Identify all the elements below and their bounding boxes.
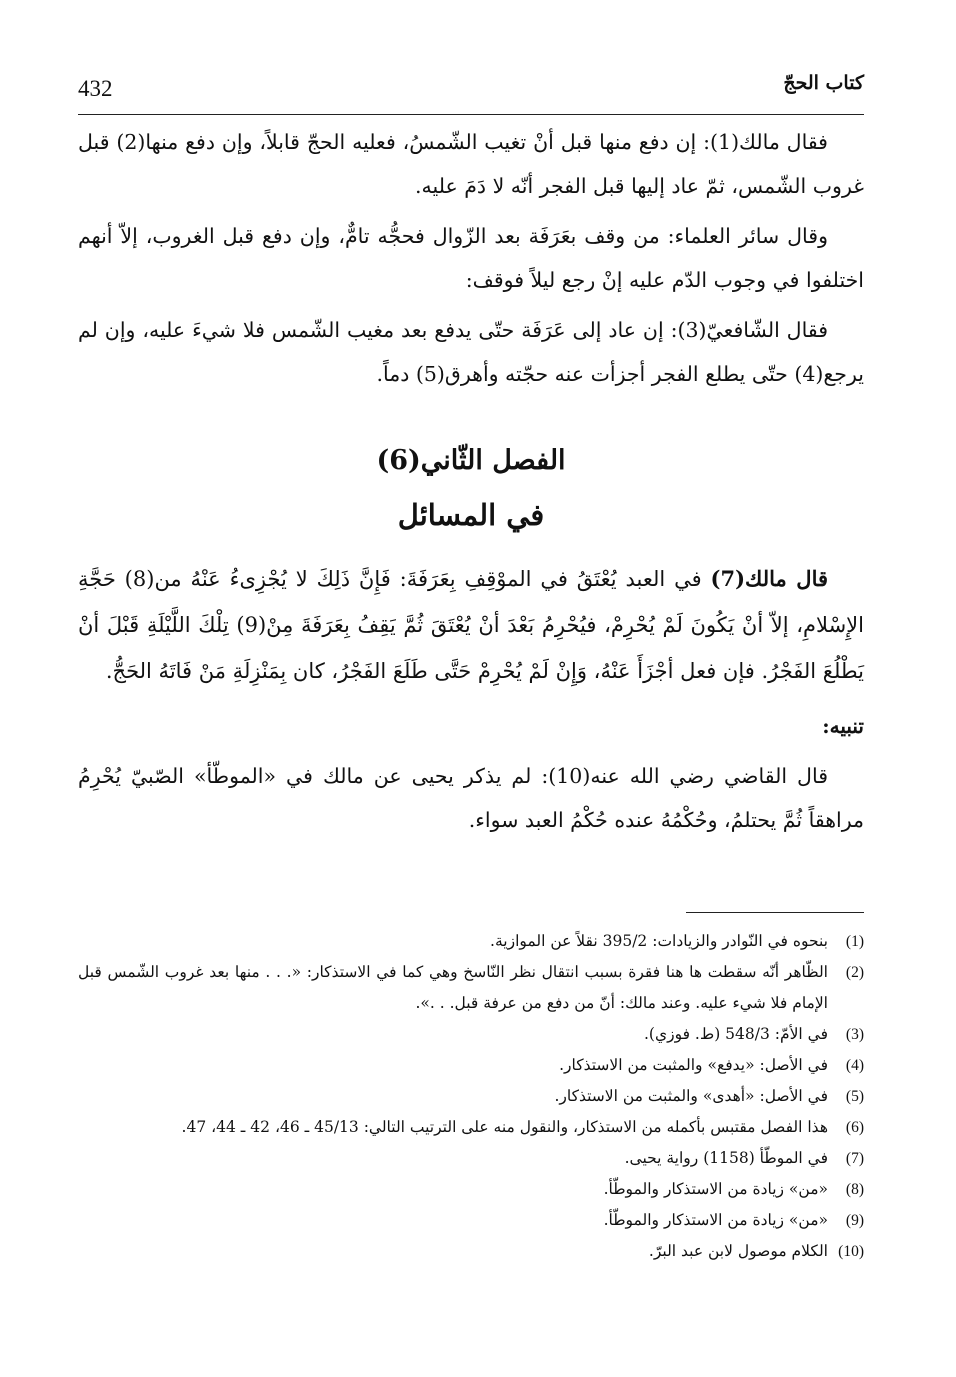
paragraph-malik-opinion: فقال مالك(1): إن دفع منها قبل أنْ تغيب الشّمسُ، فعليه الحجّ قابلاً، وإن دفع منها(2) قبل غروب الشّمس، ثمّ عاد إليها قبل الفجر أنّه لا دَمَ عليه. — [78, 130, 864, 198]
footnote-text: «من» زيادة من الاستذكار والموطّأ. — [603, 1211, 828, 1229]
footnote-number: (9) — [845, 1212, 864, 1229]
running-head-title: كتاب الحجّ — [783, 72, 864, 94]
footnote-number: (5) — [845, 1088, 864, 1105]
footnote-number: (10) — [838, 1243, 864, 1260]
note-heading: تنبيه: — [822, 714, 864, 738]
footnote-number: (7) — [845, 1150, 864, 1167]
paragraph-qadi-note: قال القاضي رضي الله عنه(10): لم يذكر يحيى عن مالك في «الموطّأ» الصّبيّ يُحْرِمُ مراهقاً ثُمَّ يحتلمُ، وحُكْمُهُ عنده حُكْمُ العبد سواء. — [78, 764, 864, 832]
chapter-subtitle: في المسائل — [397, 498, 545, 532]
footnote-text: الظّاهر أنّه سقطت ها هنا فقرة بسبب انتقال نظر النّاسخ وهي كما في الاستذكار: «. . . منها بعد غروب الشّمس قبل الإمام فلا شيء عليه. وعند مالك: أنّ من دفع من عرفة قبل. . .». — [78, 963, 828, 1012]
paragraph-shafii-opinion: فقال الشّافعيّ(3): إن عاد إلى عَرَفَة حتّى يدفع بعد مغيب الشّمس فلا شيءَ عليه، وإن لم يرجع(4) حتّى يطلع الفجر أجزأت عنه حجّته وأهرق(5) دماً. — [78, 318, 864, 386]
footnote-item — [78, 1205, 864, 1236]
paragraph-lead: قال مالك(7) — [710, 566, 829, 591]
footnote-text: في الأصل: «يدفع» والمثبت من الاستذكار. — [559, 1056, 828, 1074]
paragraph-text: في العبد يُعْتَقُ في الموْقِفِ بِعَرَفَةَ: فَإِنَّ ذَلِكَ لا يُجْزِىءُ عَنْهُ من(8) حَجَّةِ الإِسْلامِ، إلاّ أنْ يَكُونَ لَمْ يُحْرِمْ، فيُحْرِمُ بَعْدَ أنْ يُعْتَقَ ثُمَّ يَقِفُ بِعَرَفَةَ مِنْ(9) تِلْكَ اللَّيْلَةِ قَبْلَ أنْ يَطْلُعَ الفَجْرُ. فإن فعل أجْزَأَ عَنْهُ، وَإِنْ لَمْ يُحْرِمْ حَتَّى طَلَعَ الفَجْرُ، كان بِمَنْزِلَةِ مَنْ فَاتَهُ الحَجُّ. — [78, 567, 864, 683]
footnote-number: (2) — [845, 964, 864, 981]
footnote-number: (3) — [845, 1026, 864, 1043]
footnote-rule — [686, 912, 864, 913]
footnote-item — [78, 1019, 864, 1050]
footnote-text: هذا الفصل مقتبس بأكمله من الاستذكار، والنقول منه على الترتيب التالي: 45/13 ـ 46، 42 ـ 44، 47. — [181, 1118, 828, 1136]
paragraph-other-scholars: وقال سائر العلماء: من وقف بعَرَفَة بعد الزّوال فحجُّه تامٌّ، وإن دفع قبل الغروب، إلاّ أنهم اختلفوا في وجوب الدّم عليه إنْ رجع ليلاً فوقف: — [78, 224, 864, 292]
footnote-text: في الأصل: «أهدى» والمثبت من الاستذكار. — [554, 1087, 828, 1105]
footnote-item — [78, 1236, 864, 1267]
page-header — [78, 66, 864, 112]
footnote-number: (4) — [845, 1057, 864, 1074]
header-rule — [78, 114, 864, 115]
page-number: 432 — [78, 76, 113, 101]
footnote-number: (6) — [845, 1119, 864, 1136]
footnote-item — [78, 957, 864, 1019]
footnote-item — [78, 1174, 864, 1205]
footnote-number: (1) — [845, 933, 864, 950]
footnote-text: بنحوه في النّوادر والزيادات: 395/2 نقلاً عن الموازية. — [490, 932, 828, 950]
footnotes — [78, 926, 864, 1267]
footnote-text: «من» زيادة من الاستذكار والموطّأ. — [603, 1180, 828, 1198]
paragraph-slave-freed — [78, 556, 864, 694]
main-text — [78, 120, 864, 848]
chapter-title: الفصل الثّاني(6) — [376, 445, 566, 476]
footnote-item — [78, 926, 864, 957]
footnote-item — [78, 1050, 864, 1081]
footnote-text: في الأمّ: 548/3 (ط. فوزي). — [644, 1025, 828, 1043]
footnote-item — [78, 1143, 864, 1174]
footnote-item — [78, 1081, 864, 1112]
footnote-text: الكلام موصول لابن عبد البرّ. — [648, 1242, 828, 1260]
footnote-text: في الموطّأ (1158) رواية يحيى. — [624, 1149, 828, 1167]
footnote-number: (8) — [845, 1181, 864, 1198]
footnote-item — [78, 1112, 864, 1143]
